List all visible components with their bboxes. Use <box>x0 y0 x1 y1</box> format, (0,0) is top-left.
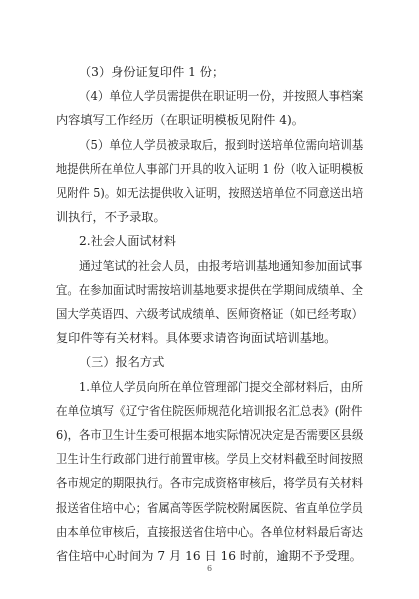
paragraph-line: 各市规定的期限执行。各市完成资格审核后，将学员有关材料 <box>56 476 364 490</box>
paragraph-line: 复印件等有关材料。具体要求请咨询面试培训基地。 <box>56 331 337 345</box>
paragraph-line: 在单位填写《辽宁省住院医师规范化培训报名汇总表》(附件 <box>56 404 363 418</box>
paragraph-line: 6)，各市卫生计生委可根据本地实际情况决定是否需要区县级 <box>56 428 364 442</box>
page-number: 6 <box>206 564 213 573</box>
section-heading: （三）报名方式 <box>79 355 165 369</box>
paragraph-line: 省住培中心时间为 7 月 16 日 16 时前，逾期不予受理。 <box>56 549 362 563</box>
paragraph-line: 由本单位审核后，直接报送省住培中心。各单位材料最后寄达 <box>56 525 364 539</box>
paragraph-line: 1.单位人学员向所在单位管理部门提交全部材料后，由所 <box>79 380 364 394</box>
paragraph-line: （4）单位人学员需提供在职证明一份，并按照人事档案 <box>79 89 364 103</box>
paragraph-line: 内容填写工作经历（在职证明模板见附件 4)。 <box>56 113 304 127</box>
paragraph-line: 国大学英语四、六级考试成绩单、医师资格证（如已经考取） <box>56 307 364 321</box>
paragraph-line: 通过笔试的社会人员，由报考培训基地通知参加面试事 <box>79 259 363 273</box>
paragraph-line: 见附件 5)。如无法提供收入证明，按照送培单位不同意送出培 <box>56 186 364 200</box>
paragraph-line: 报送省住培中心；省属高等医学院校附属医院、省直单位学员 <box>56 501 364 515</box>
paragraph-line: 地提供所在单位人事部门开具的收入证明 1 份（收入证明模板 <box>56 162 364 176</box>
section-heading: 2.社会人面试材料 <box>79 234 176 248</box>
paragraph-line: （3）身份证复印件 1 份； <box>79 65 225 79</box>
paragraph-line: 宜。在参加面试时需按培训基地要求提供在学期间成绩单、全 <box>56 283 364 297</box>
paragraph-line: （5）单位人学员被录取后，报到时送培单位需向培训基 <box>79 138 364 152</box>
paragraph-line: 训执行，不予录取。 <box>56 210 166 224</box>
paragraph-line: 卫生计生行政部门进行前置审核。学员上交材料截至时间按照 <box>56 452 364 466</box>
